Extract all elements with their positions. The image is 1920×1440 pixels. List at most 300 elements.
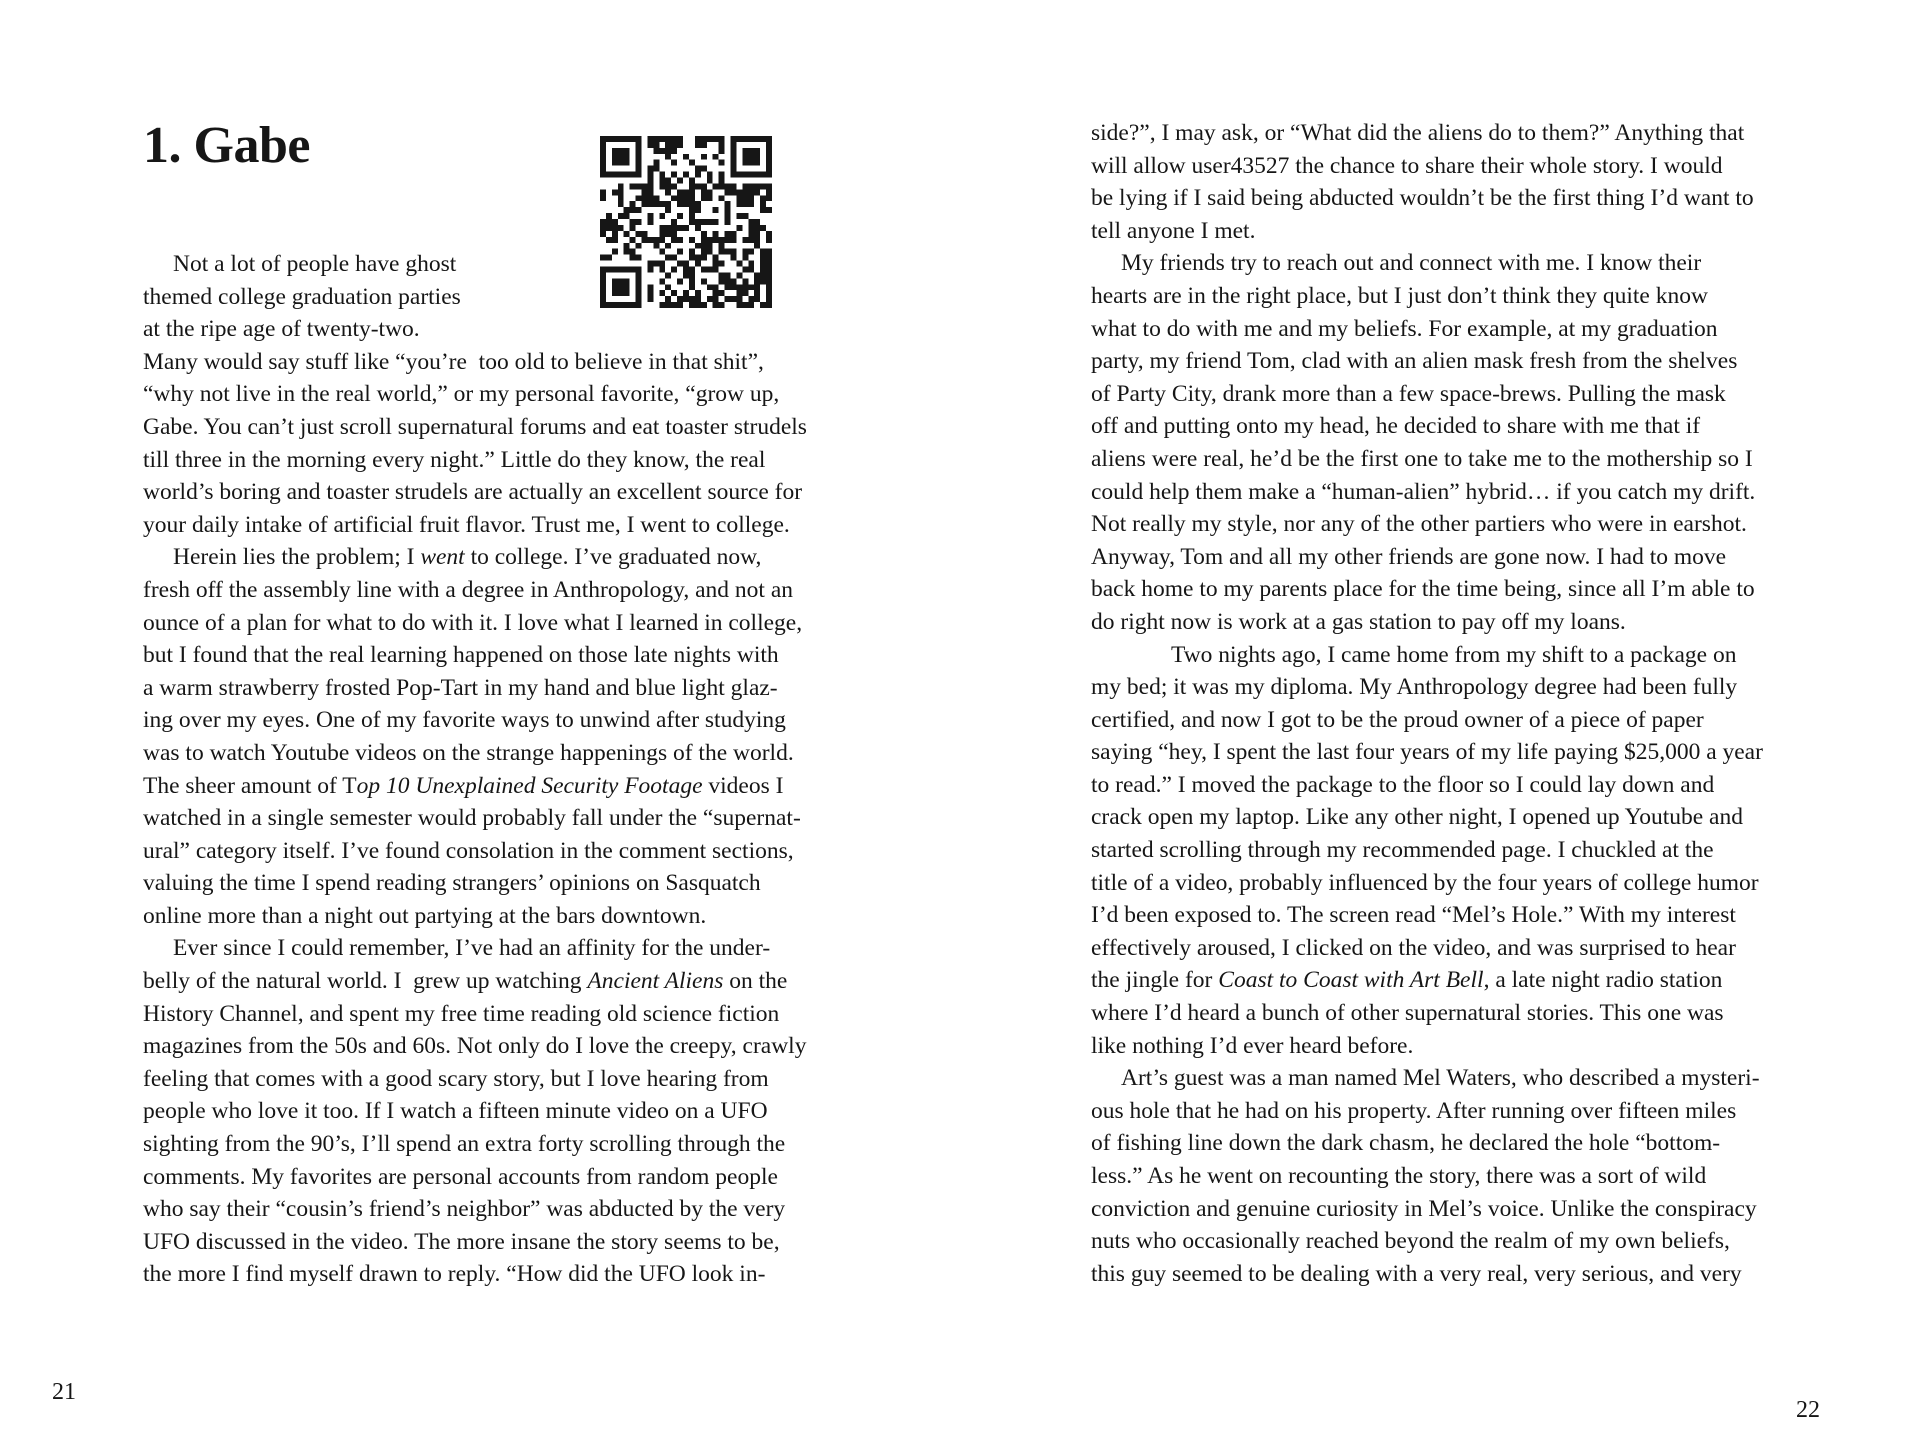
qr-module [683, 154, 689, 160]
qr-module [689, 207, 695, 213]
text-segment: to read.” I moved the package to the floor so I could lay down and [1091, 771, 1715, 798]
qr-module [677, 189, 683, 195]
qr-module [707, 189, 713, 195]
qr-module [600, 219, 606, 225]
qr-module [748, 201, 754, 207]
qr-module [618, 189, 624, 195]
text-segment: world’s boring and toaster strudels are actually an excellent source for [143, 479, 803, 506]
qr-module [719, 178, 725, 184]
text-line [1091, 345, 1763, 378]
qr-module [600, 136, 606, 142]
text-segment: Art’s guest was a man named Mel Waters, who described a mysteri- [1121, 1065, 1760, 1092]
qr-module [665, 189, 671, 195]
qr-module [713, 154, 719, 160]
text-line [1091, 476, 1763, 509]
text-line [143, 932, 807, 965]
qr-module [624, 148, 630, 154]
page-number-right: 22 [1796, 1397, 1820, 1423]
qr-module [766, 207, 772, 213]
text-segment: title of a video, probably influenced by the four years of college humor [1091, 869, 1759, 896]
qr-module [707, 178, 713, 184]
text-line [1091, 508, 1763, 541]
qr-module [760, 183, 766, 189]
qr-module [612, 136, 618, 142]
qr-module [665, 136, 671, 142]
qr-module [754, 189, 760, 195]
qr-module [730, 160, 736, 166]
qr-module [689, 219, 695, 225]
text-segment: My friends try to reach out and connect with me. I know their [1121, 250, 1702, 277]
qr-module [701, 136, 707, 142]
italic-text: Coast to Coast with Art Bell [1218, 967, 1484, 994]
qr-module [612, 148, 618, 154]
qr-module [618, 183, 624, 189]
qr-module [671, 148, 677, 154]
qr-module [766, 195, 772, 201]
text-segment: Not a lot of people have ghost [173, 251, 457, 277]
text-line [143, 509, 807, 542]
qr-module [766, 172, 772, 178]
text-segment: fresh off the assembly line with a degree in Anthropology, and not an [143, 576, 794, 603]
qr-module [725, 213, 731, 219]
text-segment: Anyway, Tom and all my other friends are gone now. I had to move [1091, 543, 1727, 570]
text-line [143, 1128, 807, 1161]
text-segment: where I’d heard a bunch of other supernatural stories. This one was [1091, 1000, 1724, 1027]
qr-module [636, 166, 642, 172]
text-segment: back home to my parents place for the time being, since all I’m able to [1091, 576, 1755, 603]
qr-module [766, 142, 772, 148]
qr-module [636, 136, 642, 142]
qr-module [760, 136, 766, 142]
qr-module [606, 225, 612, 231]
text-segment: less.” As he went on recounting the story, there was a sort of wild [1091, 1163, 1707, 1189]
text-line [143, 835, 807, 868]
text-segment: a warm strawberry frosted Pop-Tart in my hand and blue light glaz- [143, 674, 778, 701]
qr-module [677, 136, 683, 142]
qr-module [659, 136, 665, 142]
text-line [143, 476, 807, 509]
text-line [1091, 541, 1763, 574]
qr-module [636, 160, 642, 166]
text-segment: could help them make a “human-alien” hybrid… if you catch my drift. [1091, 478, 1756, 505]
qr-module [766, 166, 772, 172]
qr-module [713, 219, 719, 225]
text-line [143, 281, 807, 314]
qr-module [612, 160, 618, 166]
qr-module [618, 213, 624, 219]
text-segment: valuing the time I spend reading strangers’ opinions on Sasquatch [143, 870, 761, 897]
qr-module [647, 178, 653, 184]
text-segment: Many would say stuff like “you’re too old to believe in that shit”, [143, 348, 764, 375]
qr-module [742, 213, 748, 219]
qr-module [748, 225, 754, 231]
qr-module [748, 237, 754, 243]
qr-module [647, 237, 653, 243]
qr-module [766, 154, 772, 160]
qr-module [624, 154, 630, 160]
qr-module [659, 231, 665, 237]
qr-module [695, 183, 701, 189]
qr-module [748, 231, 754, 237]
qr-module [748, 189, 754, 195]
qr-module [630, 172, 636, 178]
qr-module [606, 237, 612, 243]
text-line [1091, 182, 1763, 215]
qr-module [612, 172, 618, 178]
qr-module [624, 136, 630, 142]
qr-module [671, 183, 677, 189]
qr-module [719, 172, 725, 178]
text-segment: ural” category itself. I’ve found consolation in the comment sections, [143, 837, 794, 864]
text-line [1091, 867, 1763, 900]
qr-module [653, 148, 659, 154]
qr-module [748, 136, 754, 142]
qr-module [719, 237, 725, 243]
text-segment: will allow user43527 the chance to share their whole story. I would [1091, 152, 1723, 179]
qr-module [683, 201, 689, 207]
qr-module [730, 172, 736, 178]
qr-module [653, 136, 659, 142]
qr-module [766, 237, 772, 243]
qr-module [647, 183, 653, 189]
text-line [143, 1226, 807, 1259]
text-segment: to college. I’ve graduated now, [464, 544, 762, 571]
text-segment: my bed; it was my diploma. My Anthropology degree had been fully [1091, 674, 1738, 701]
qr-module [713, 207, 719, 213]
text-segment: hearts are in the right place, but I just don’t think they quite know [1091, 282, 1708, 309]
text-line [1091, 932, 1763, 965]
text-line [143, 541, 807, 574]
text-line [1091, 313, 1763, 346]
right-page [960, 0, 1920, 1440]
qr-module [642, 183, 648, 189]
text-segment: themed college graduation parties [143, 283, 461, 310]
qr-module [653, 237, 659, 243]
qr-module [624, 172, 630, 178]
qr-module [736, 201, 742, 207]
text-segment: people who love it too. If I watch a fifteen minute video on a UFO [143, 1098, 768, 1125]
qr-module [665, 201, 671, 207]
text-line [143, 802, 807, 835]
qr-module [713, 237, 719, 243]
qr-module [742, 189, 748, 195]
qr-module [630, 136, 636, 142]
text-segment: of fishing line down the dark chasm, he declared the hole “bottom- [1091, 1130, 1721, 1157]
qr-module [742, 172, 748, 178]
qr-module [683, 195, 689, 201]
text-segment: feeling that comes with a good scary story, but I love hearing from [143, 1065, 769, 1092]
text-line [1091, 834, 1763, 867]
qr-module [677, 237, 683, 243]
qr-module [636, 172, 642, 178]
text-line [143, 639, 807, 672]
qr-module [600, 195, 606, 201]
text-line [143, 1161, 807, 1194]
qr-module [671, 142, 677, 148]
qr-module [624, 231, 630, 237]
qr-module [612, 154, 618, 160]
qr-module [701, 219, 707, 225]
qr-module [689, 160, 695, 166]
text-line [143, 1063, 807, 1096]
text-line [1091, 117, 1763, 150]
qr-module [600, 142, 606, 148]
qr-module [736, 136, 742, 142]
qr-module [736, 195, 742, 201]
qr-module [618, 160, 624, 166]
qr-module [618, 172, 624, 178]
text-segment: be lying if I said being abducted wouldn’t be the first thing I’d want to [1091, 185, 1754, 212]
text-line [1091, 639, 1763, 672]
qr-module [736, 225, 742, 231]
qr-module [701, 231, 707, 237]
text-line [1091, 769, 1763, 802]
qr-module [600, 225, 606, 231]
qr-module [659, 213, 665, 219]
qr-module [647, 201, 653, 207]
qr-module [671, 136, 677, 142]
qr-module [766, 160, 772, 166]
qr-module [624, 160, 630, 166]
qr-module [730, 148, 736, 154]
qr-module [754, 154, 760, 160]
qr-module [653, 166, 659, 172]
qr-module [766, 189, 772, 195]
qr-module [725, 189, 731, 195]
qr-module [760, 201, 766, 207]
text-line [143, 965, 807, 998]
qr-module [748, 154, 754, 160]
italic-text: Ancient Aliens [587, 968, 724, 995]
qr-module [754, 172, 760, 178]
text-line [143, 346, 807, 379]
qr-module [659, 178, 665, 184]
qr-module [606, 172, 612, 178]
qr-module [636, 219, 642, 225]
qr-module [647, 166, 653, 172]
qr-module [671, 195, 677, 201]
qr-module [701, 166, 707, 172]
qr-module [606, 219, 612, 225]
qr-module [612, 225, 618, 231]
text-segment: side?”, I may ask, or “What did the aliens do to them?” Anything that [1091, 120, 1745, 146]
qr-module [630, 201, 636, 207]
qr-module [754, 225, 760, 231]
qr-module [725, 207, 731, 213]
text-segment: the jingle for [1091, 967, 1219, 994]
qr-module [701, 195, 707, 201]
text-line [1091, 280, 1763, 313]
text-segment: was to watch Youtube videos on the strange happenings of the world. [143, 739, 794, 766]
qr-module [653, 142, 659, 148]
right-page-body-text [1091, 117, 1763, 1290]
qr-module [766, 183, 772, 189]
qr-module [742, 201, 748, 207]
qr-module [612, 231, 618, 237]
text-line [1091, 410, 1763, 443]
text-segment: your daily intake of artificial fruit flavor. Trust me, I went to college. [143, 511, 790, 538]
qr-module [630, 207, 636, 213]
qr-module [742, 148, 748, 154]
qr-module [647, 189, 653, 195]
text-segment: at the ripe age of twenty-two. [143, 316, 420, 343]
qr-module [659, 172, 665, 178]
qr-module [707, 172, 713, 178]
qr-module [689, 183, 695, 189]
qr-module [671, 219, 677, 225]
text-segment: sighting from the 90’s, I’ll spend an extra forty scrolling through the [143, 1131, 786, 1158]
text-segment: of Party City, drank more than a few space-brews. Pulling the mask [1091, 380, 1726, 407]
text-segment: off and putting onto my head, he decided to share with me that if [1091, 413, 1701, 440]
text-segment: videos I [702, 772, 784, 799]
qr-module [665, 207, 671, 213]
text-line [143, 672, 807, 705]
qr-module [695, 142, 701, 148]
qr-module [689, 178, 695, 184]
text-line [1091, 215, 1763, 248]
qr-module [665, 183, 671, 189]
text-line [1091, 1127, 1763, 1160]
qr-module [748, 160, 754, 166]
qr-module [665, 154, 671, 160]
italic-text: went [420, 544, 465, 571]
text-line [143, 704, 807, 737]
text-segment: belly of the natural world. I grew up watching [143, 968, 588, 995]
qr-module [624, 207, 630, 213]
qr-module [725, 231, 731, 237]
text-line [1091, 443, 1763, 476]
qr-module [748, 195, 754, 201]
qr-module [695, 172, 701, 178]
qr-module [760, 195, 766, 201]
text-segment: ing over my eyes. One of my favorite ways to unwind after studying [143, 707, 786, 734]
qr-module [618, 195, 624, 201]
text-line [143, 867, 807, 900]
qr-module [659, 183, 665, 189]
qr-module [689, 189, 695, 195]
text-segment: certified, and now I got to be the proud owner of a piece of paper [1091, 706, 1704, 733]
qr-module [624, 213, 630, 219]
qr-module [730, 183, 736, 189]
qr-module [683, 225, 689, 231]
text-line [1091, 1225, 1763, 1258]
text-line [143, 444, 807, 477]
qr-module [730, 142, 736, 148]
qr-module [695, 207, 701, 213]
qr-module [713, 183, 719, 189]
text-segment: crack open my laptop. Like any other night, I opened up Youtube and [1091, 804, 1743, 831]
qr-module [701, 142, 707, 148]
qr-module [665, 225, 671, 231]
text-line [1091, 378, 1763, 411]
qr-module [677, 142, 683, 148]
qr-module [719, 148, 725, 154]
qr-module [730, 189, 736, 195]
qr-module [600, 166, 606, 172]
qr-module [695, 225, 701, 231]
qr-module [642, 231, 648, 237]
text-line [143, 998, 807, 1031]
text-segment: till three in the morning every night.” Little do they know, the real [143, 446, 766, 473]
text-line [143, 1193, 807, 1226]
qr-module [748, 148, 754, 154]
qr-module [647, 213, 653, 219]
qr-module [730, 231, 736, 237]
qr-module [719, 136, 725, 142]
qr-module [642, 189, 648, 195]
qr-module [671, 231, 677, 237]
qr-module [606, 213, 612, 219]
text-segment: do right now is work at a gas station to pay off my loans. [1091, 608, 1626, 635]
qr-module [677, 201, 683, 207]
text-segment: Ever since I could remember, I’ve had an affinity for the under- [173, 935, 771, 962]
qr-module [612, 219, 618, 225]
qr-module [630, 237, 636, 243]
qr-module [618, 154, 624, 160]
text-line [143, 1095, 807, 1128]
qr-module [600, 231, 606, 237]
text-segment: magazines from the 50s and 60s. Not only do I love the creepy, crawly [143, 1033, 807, 1060]
text-line [143, 900, 807, 933]
qr-module [665, 142, 671, 148]
qr-module [612, 237, 618, 243]
text-line [1091, 704, 1763, 737]
qr-module [730, 136, 736, 142]
qr-module [701, 183, 707, 189]
qr-module [618, 201, 624, 207]
qr-module [653, 195, 659, 201]
text-line [1091, 1095, 1763, 1128]
qr-module [754, 183, 760, 189]
text-segment: Not really my style, nor any of the other partiers who were in earshot. [1091, 511, 1747, 538]
text-line [1091, 899, 1763, 932]
text-line [143, 1258, 807, 1291]
text-line [143, 770, 807, 803]
chapter-title: 1. Gabe [143, 117, 310, 174]
text-segment: the more I find myself drawn to reply. “How did the UFO look in- [143, 1261, 766, 1288]
text-segment: saying “hey, I spent the last four years of my life paying $25,000 a year [1091, 739, 1763, 766]
text-segment: what to do with me and my beliefs. For example, at my graduation [1091, 315, 1718, 342]
qr-module [742, 136, 748, 142]
qr-module [719, 160, 725, 166]
qr-module [742, 160, 748, 166]
text-line [143, 737, 807, 770]
text-segment: online more than a night out partying at the bars downtown. [143, 902, 707, 929]
qr-module [736, 189, 742, 195]
qr-module [630, 225, 636, 231]
text-segment: I’d been exposed to. The screen read “Mel’s Hole.” With my interest [1091, 902, 1736, 929]
text-segment: comments. My favorites are personal accounts from random people [143, 1163, 778, 1190]
qr-module [742, 237, 748, 243]
qr-module [618, 136, 624, 142]
qr-module [665, 231, 671, 237]
text-line [1091, 736, 1763, 769]
text-segment: but I found that the real learning happened on those late nights with [143, 642, 779, 669]
qr-module [606, 136, 612, 142]
qr-module [742, 195, 748, 201]
text-line [1091, 150, 1763, 183]
qr-module [612, 189, 618, 195]
text-line [143, 1030, 807, 1063]
text-segment: effectively aroused, I clicked on the video, and was surprised to hear [1091, 934, 1736, 961]
qr-module [600, 172, 606, 178]
qr-module [677, 195, 683, 201]
qr-module [719, 142, 725, 148]
text-line [1091, 1062, 1763, 1095]
qr-module [707, 237, 713, 243]
qr-module [754, 160, 760, 166]
qr-module [748, 219, 754, 225]
